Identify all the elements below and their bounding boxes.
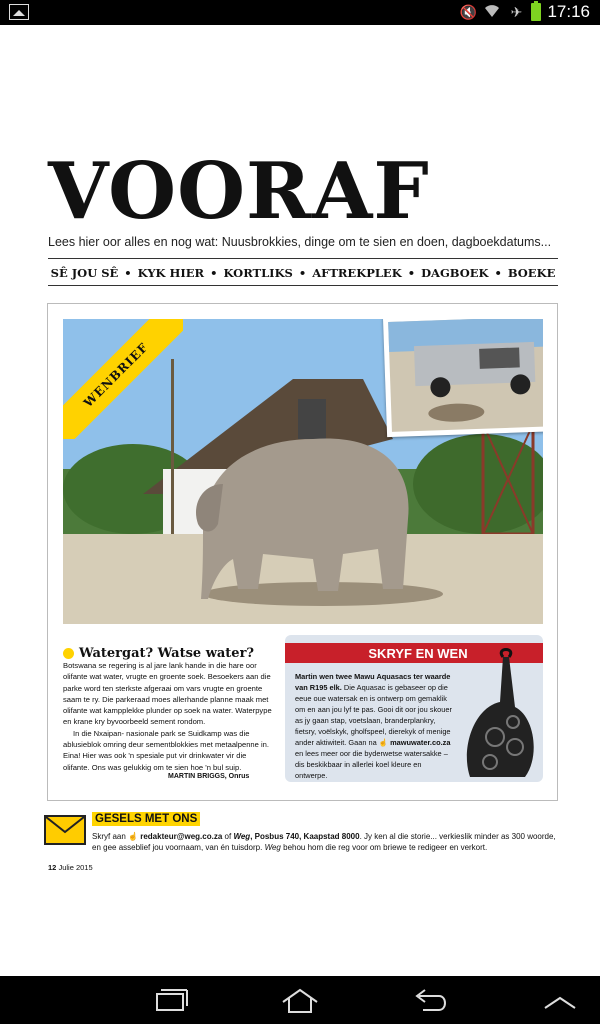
article-paragraph-1: Botswana se regering is al jare lank hande in die hare oor olifante wat water, vrugte en groente soek. Besoekers aan die parke word ten sterkste afgeraai om vars vrugte en groente saam te ry. Die parkeraad moes allerhande planne maak met olifante wat kampplekke plunder op soek na water. Waterpype en krane kry byvoorbeeld sement rondom. [63, 661, 272, 727]
contact-text-pre: Skryf aan [92, 832, 126, 841]
nav-item-kyk-hier: KYK HIER [137, 266, 205, 280]
section-subtitle: Lees hier oor alles en nog wat: Nuusbrokkies, dinge om te sien en doen, dagboekdatums... [48, 235, 552, 249]
wifi-icon [483, 3, 501, 21]
collapse-chevron-button[interactable] [535, 986, 585, 1016]
status-indicators [459, 2, 590, 22]
nav-item-aftrekplek: AFTREKPLEK [312, 266, 402, 280]
page-number: 12 [48, 863, 57, 872]
nav-item-kortliks: KORTLIKS [223, 266, 293, 280]
airplane-mode-icon: ✈ [510, 4, 523, 20]
article-headline [63, 646, 254, 661]
contact-section [44, 812, 564, 872]
recents-button[interactable] [145, 986, 195, 1016]
pointer-icon: ☝ [378, 738, 389, 747]
vehicle-inset-photo [383, 319, 543, 437]
nav-separator: • [124, 266, 132, 280]
pointer-icon: ☝ [128, 832, 138, 841]
contact-email[interactable]: redakteur@weg.co.za [140, 832, 223, 841]
nav-separator: • [494, 266, 502, 280]
nav-separator: • [407, 266, 416, 280]
contact-title: GESELS MET ONS [92, 812, 200, 826]
prize-text: Die Aquasac is gebaseer op die eeue oue watersak en is ontwerp om gemaklik om en aan jou lyf te pas. Gooi dit oor jou skouer as jy gaan stap, voetslaan, branderplankry, fietsry, voëlskyk, gholfspeel, dierekyk of menige ander aktiwiteit. Gaan na [295, 683, 452, 747]
back-button[interactable] [405, 986, 455, 1016]
chevron-up-icon [63, 648, 74, 659]
magazine-page[interactable] [0, 25, 600, 976]
nav-divider-bottom [48, 285, 558, 286]
prize-link[interactable]: mawuwater.co.za [390, 738, 451, 747]
home-button[interactable] [275, 986, 325, 1016]
contact-address: , Posbus 740, Kaapstad 8000 [250, 832, 360, 841]
prize-panel-body [295, 671, 455, 781]
gallery-notification-icon [9, 4, 29, 20]
headline-text: Watergat? Watse water? [79, 646, 255, 661]
prize-intro: Martin wen twee Mawu Aquasacs ter waarde van R195 elk. [295, 672, 451, 692]
prize-text-2: en lees meer oor die byderwetse watersakke – dis beskikbaar in allerlei koel kleure en ontwerpe. [295, 749, 448, 780]
nav-item-boeke: BOEKE [507, 266, 556, 280]
mute-icon: 🔇 [459, 4, 478, 20]
contact-text-post: . Jy ken al die storie... verkieslik minder as 300 woorde, en gee asseblief jou voornaam, van én tuisdorp. [92, 832, 556, 852]
status-bar [0, 0, 600, 25]
article-body [63, 660, 273, 773]
nav-item-dagboek: DAGBOEK [421, 266, 489, 280]
prize-panel [285, 635, 543, 782]
battery-icon [531, 3, 541, 21]
aquasac-bag-image [455, 647, 543, 782]
contact-text [92, 831, 562, 853]
article-byline: MARTIN BRIGGS, Onrus [168, 773, 250, 780]
magazine-name: Weg [233, 832, 251, 841]
page-footer [48, 863, 93, 872]
section-nav [48, 262, 558, 284]
contact-text-of: of [224, 832, 232, 841]
wenbrief-banner [63, 319, 183, 439]
prize-panel-title: SKRYF EN WEN [285, 643, 543, 663]
article-paragraph-2: In die Nxaipan- nasionale park se Suidkamp was die ablusieblok omring deur sementblokkies met metaalpenne in. Eina! Hier was ook 'n spesiale put vir drinkwater vir die olifante. Ons was gelukkig om te sien hoe 'n bul suip. [63, 728, 269, 772]
elephant-photo [63, 319, 543, 624]
nav-separator: • [298, 266, 307, 280]
section-title: VOORAF [48, 146, 430, 237]
contact-text-end: behou hom die reg voor om briewe te redigeer en verkort. [283, 843, 488, 852]
clock: 17:16 [547, 2, 590, 21]
issue-date: Julie 2015 [58, 863, 93, 872]
letter-article [47, 303, 558, 801]
nav-divider-top [48, 258, 558, 259]
nav-separator: • [210, 266, 218, 280]
nav-item-se-jou-se: SÊ JOU SÊ [50, 266, 119, 280]
system-navigation-bar [0, 976, 600, 1024]
banner-label: WENBRIEF [63, 319, 183, 439]
magazine-name-2: Weg [264, 843, 281, 852]
envelope-icon [44, 815, 86, 845]
